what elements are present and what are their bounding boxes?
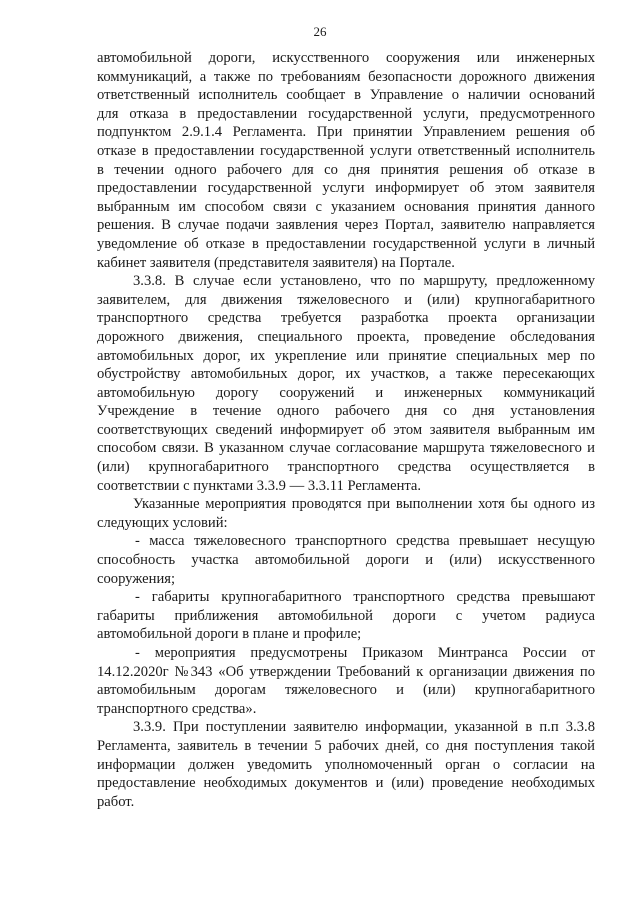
text-line: Учреждение в течение одного рабочего дня со дня установления (97, 403, 595, 420)
text-line: габариты приближения автомобильной дороги с учетом радиуса (97, 607, 595, 624)
text-line: автомобильной дороги в плане и профиле; (97, 626, 362, 643)
text-line: - масса тяжеловесного транспортного средства превышает несущую (135, 533, 595, 550)
text-line: транспортного средства требуется разработка проекта организации (97, 310, 595, 327)
text-line: работ. (97, 793, 135, 810)
text-line: предоставление необходимых документов и (или) проведение необходимых (97, 775, 595, 792)
text-line: способом связи. В указанном случае согласование маршрута тяжеловесного и (97, 440, 595, 457)
text-line: кабинет заявителя (представителя заявителя) на Портале. (97, 254, 455, 271)
text-line: сооружения; (97, 570, 176, 587)
text-line: Регламента, заявитель в течении 5 рабочих дней, со дня поступления такой (97, 737, 595, 754)
text-line: 3.3.9. При поступлении заявителю информации, указанной в п.п 3.3.8 (133, 719, 595, 736)
text-line: способность участка автомобильной дороги и (или) искусственного (97, 552, 595, 569)
text-line: предоставлении государственной услуги информирует об этом заявителя (97, 180, 595, 197)
text-line: Указанные мероприятия проводятся при выполнении хотя бы одного из (133, 496, 595, 513)
text-line: 14.12.2020г №343 «Об утверждении Требований к организации движения по (97, 663, 595, 680)
text-line: информации должен уведомить уполномоченный орган о согласии на (97, 756, 595, 773)
text-line: автомобильных дорог, их укрепление или принятие специальных мер по (97, 347, 595, 364)
document-body (97, 49, 595, 811)
text-line: транспортного средства». (97, 700, 257, 717)
text-line: заявителем, для движения тяжеловесного и (или) крупногабаритного (97, 291, 595, 308)
text-line: (или) крупногабаритного транспортного средства осуществляется в (97, 459, 595, 476)
text-line: дорожного движения, специального проекта, проведение обследования (97, 328, 595, 345)
text-line: 3.3.8. В случае если установлено, что по маршруту, предложенному (133, 273, 595, 290)
text-line: коммуникаций, а также по требованиям безопасности дорожного движения (97, 68, 595, 85)
text-line: автомобильной дороги, искусственного сооружения или инженерных (97, 50, 595, 66)
text-line: - габариты крупногабаритного транспортного средства превышают (135, 589, 595, 606)
text-line: автомобильную дорогу сооружений и инженерных коммуникаций (97, 384, 595, 401)
text-line: соответствии с пунктами 3.3.9 — 3.3.11 Регламента. (97, 477, 422, 494)
text-line: в течении одного рабочего для со дня принятия решения об отказе в (97, 161, 595, 178)
page-number: 26 (313, 24, 327, 39)
text-line: обустройству автомобильных дорог, их участков, а также пересекающих (97, 366, 595, 383)
text-line: следующих условий: (97, 514, 228, 531)
text-line: соответствующих сведений информирует об этом заявителя выбранным им (97, 421, 595, 438)
text-line: автомобильным дорогам тяжеловесного и (или) крупногабаритного (97, 682, 595, 699)
text-line: подпунктом 2.9.1.4 Регламента. При принятии Управлением решения об (97, 124, 595, 141)
text-line: - мероприятия предусмотрены Приказом Минтранса России от (135, 645, 595, 661)
text-line: ответственный исполнитель сообщает в Управление о наличии оснований (97, 87, 595, 104)
text-line: решения. В случае подачи заявления через Портал, заявителю направляется (97, 217, 595, 234)
text-line: отказе в предоставлении государственной услуги ответственный исполнитель (97, 142, 595, 159)
text-line: выбранным им способом связи с указанием основания принятия данного (97, 198, 595, 215)
text-line: уведомление об отказе в предоставлении государственной услуги в личный (97, 235, 595, 252)
text-line: для отказа в предоставлении государственной услуги, предусмотренного (97, 105, 595, 122)
